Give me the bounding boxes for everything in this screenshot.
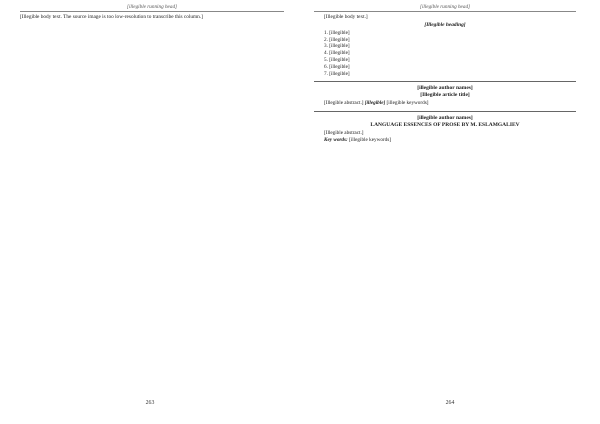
en-abstract (314, 130, 576, 137)
right-page (300, 0, 600, 424)
en-article-title: LANGUAGE ESSENCES OF PROSE BY M. ESLAMGALIEV (370, 122, 520, 129)
reference-item: 6. [illegible] (324, 63, 350, 70)
page-number-left: 263 (145, 400, 155, 406)
reference-item: 4. [illegible] (324, 50, 350, 57)
right-page-body-text: [Illegible body text.] (324, 14, 368, 20)
en-abstract-text: [Illegible abstract.] (324, 130, 364, 137)
references-title: [Illegible heading] (424, 21, 466, 28)
ru-abstract-text: [Illegible abstract.] (324, 100, 364, 107)
en-authors: [illegible author names] (417, 115, 473, 122)
reference-item: 7. [illegible] (324, 70, 350, 77)
ru-article-title: [Illegible article title] (420, 92, 470, 99)
ru-keywords-label: [illegible] (364, 100, 386, 107)
running-head-right: [illegible running head] (419, 4, 471, 10)
en-keywords: [illegible keywords] (349, 137, 391, 144)
running-head-left: [illegible running head] (126, 4, 178, 10)
page-number-right: 264 (445, 400, 455, 406)
header-rule-right (314, 11, 576, 12)
ru-keywords: [illegible keywords] (386, 100, 429, 107)
en-keywords-label: Key words: (324, 137, 348, 144)
ru-authors: [illegible author names] (417, 85, 473, 92)
reference-item: 2. [illegible] (324, 36, 350, 43)
reference-item: 3. [illegible] (324, 43, 350, 50)
en-keywords-line (314, 137, 576, 144)
section-divider-ru (314, 81, 576, 82)
reference-item: 5. [illegible] (324, 56, 350, 63)
left-page-body-text: [Illegible body text. The source image is too low-resolution to transcribe this column.] (20, 14, 203, 20)
references-list (314, 30, 576, 78)
ru-abstract (314, 100, 576, 107)
section-divider-en (314, 111, 576, 112)
header-rule-left (20, 11, 284, 12)
reference-item: 1. [illegible] (324, 29, 350, 36)
